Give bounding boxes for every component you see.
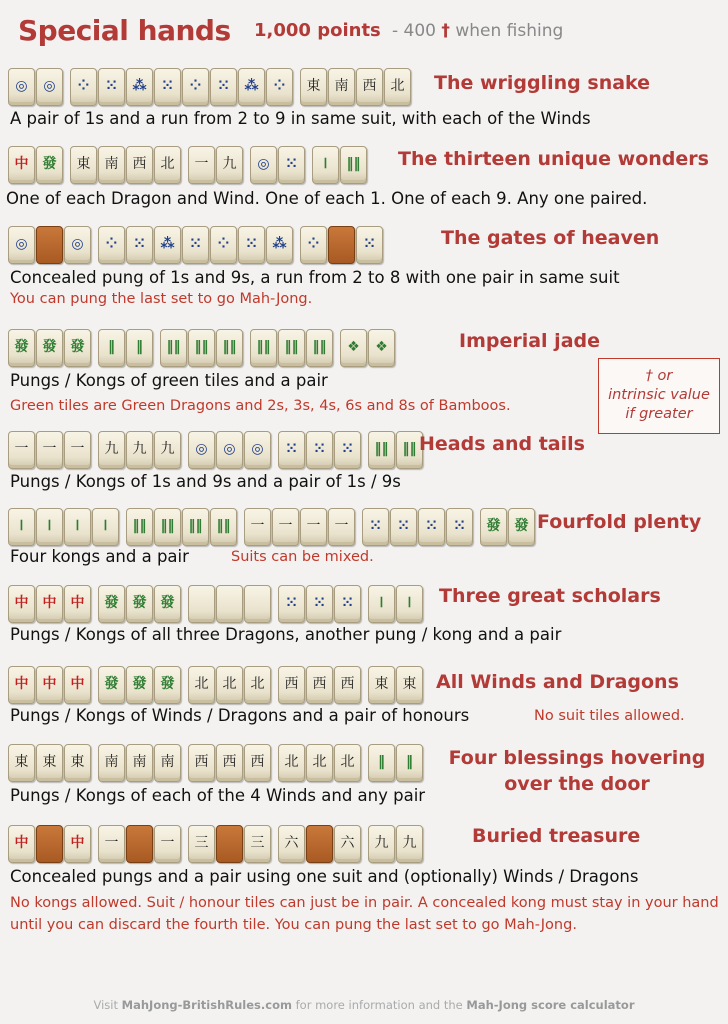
hand-gates-of-heaven bbox=[0, 226, 728, 316]
tile-group bbox=[300, 68, 412, 106]
mahjong-tile: 南 bbox=[154, 744, 181, 782]
mahjong-tile: ⁙ bbox=[356, 226, 383, 264]
mahjong-tile: ‖ bbox=[396, 744, 423, 782]
mahjong-tile: 西 bbox=[188, 744, 215, 782]
mahjong-tile: ⁙ bbox=[278, 585, 305, 623]
mahjong-tile: ‖‖ bbox=[126, 508, 153, 546]
hand-heads-and-tails bbox=[0, 431, 728, 497]
dagger-mark: † bbox=[441, 21, 450, 41]
tile-group bbox=[8, 329, 92, 367]
mahjong-tile: 西 bbox=[356, 68, 383, 106]
footer-visit: Visit bbox=[93, 998, 118, 1012]
hand-name: The gates of heaven bbox=[441, 227, 660, 249]
fishing-points: 400 bbox=[403, 21, 436, 41]
tile-group bbox=[188, 666, 272, 704]
mahjong-tile: ‖ bbox=[368, 744, 395, 782]
mahjong-tile: 東 bbox=[396, 666, 423, 704]
mahjong-tile: 九 bbox=[154, 431, 181, 469]
hand-name: Buried treasure bbox=[472, 825, 641, 847]
page-title: Special hands bbox=[18, 14, 231, 47]
face-down-tile bbox=[126, 825, 153, 863]
hand-description: One of each Dragon and Wind. One of each 1. One of each 9. Any one paired. bbox=[6, 189, 648, 208]
mahjong-tile: ⁙ bbox=[334, 431, 361, 469]
tile-group bbox=[70, 146, 182, 184]
mahjong-tile: 北 bbox=[244, 666, 271, 704]
tile-group bbox=[188, 744, 272, 782]
mahjong-tile: 西 bbox=[126, 146, 153, 184]
mahjong-tile: ⁙ bbox=[238, 226, 265, 264]
hand-description: Pungs / Kongs of 1s and 9s and a pair of 1s / 9s bbox=[10, 472, 401, 491]
tile-row bbox=[8, 666, 430, 706]
mahjong-tile: 中 bbox=[64, 585, 91, 623]
tile-row bbox=[8, 226, 390, 266]
mahjong-tile: ⁂ bbox=[266, 226, 293, 264]
mahjong-tile: ◎ bbox=[244, 431, 271, 469]
mahjong-tile: 北 bbox=[384, 68, 411, 106]
mahjong-tile: ‖ bbox=[98, 329, 125, 367]
hand-name: Four blessings hovering over the door bbox=[448, 747, 706, 795]
mahjong-tile bbox=[216, 585, 243, 623]
mahjong-tile: ‖‖ bbox=[250, 329, 277, 367]
mahjong-tile: 北 bbox=[278, 744, 305, 782]
mahjong-tile: 一 bbox=[8, 431, 35, 469]
hand-description: A pair of 1s and a run from 2 to 9 in same suit, with each of the Winds bbox=[10, 109, 591, 128]
points-value: 1,000 points bbox=[254, 20, 381, 41]
mahjong-tile: ‖‖ bbox=[216, 329, 243, 367]
mahjong-tile: 西 bbox=[244, 744, 271, 782]
mahjong-tile: ⁘ bbox=[210, 226, 237, 264]
mahjong-tile: 三 bbox=[188, 825, 215, 863]
mahjong-tile: ◎ bbox=[216, 431, 243, 469]
tile-group bbox=[250, 329, 334, 367]
mahjong-tile: ⁂ bbox=[238, 68, 265, 106]
mahjong-tile: ⁙ bbox=[306, 585, 333, 623]
mahjong-tile: 發 bbox=[154, 585, 181, 623]
page-header bbox=[18, 14, 231, 54]
hand-thirteen-unique-wonders bbox=[0, 146, 728, 216]
tile-group bbox=[188, 146, 244, 184]
tile-group bbox=[98, 825, 182, 863]
mahjong-tile: 中 bbox=[8, 146, 35, 184]
hand-note: You can pung the last set to go Mah-Jong. bbox=[10, 291, 313, 307]
mahjong-tile: 東 bbox=[368, 666, 395, 704]
mahjong-tile: 中 bbox=[8, 666, 35, 704]
mahjong-tile: 一 bbox=[36, 431, 63, 469]
tile-group bbox=[368, 666, 424, 704]
mahjong-tile: 𝍷 bbox=[368, 585, 395, 623]
tile-group bbox=[98, 431, 182, 469]
mahjong-tile: ⁘ bbox=[98, 226, 125, 264]
tile-row bbox=[8, 431, 430, 471]
mahjong-tile: 九 bbox=[126, 431, 153, 469]
sidebox-line-1: † or bbox=[645, 368, 673, 384]
mahjong-tile: 發 bbox=[154, 666, 181, 704]
tile-group bbox=[98, 329, 154, 367]
mahjong-tile: 發 bbox=[36, 146, 63, 184]
hand-name: Three great scholars bbox=[439, 585, 661, 607]
mahjong-tile: ⁂ bbox=[154, 226, 181, 264]
mahjong-tile: 一 bbox=[98, 825, 125, 863]
tile-group bbox=[188, 431, 272, 469]
tile-row bbox=[8, 585, 430, 625]
sidebox-line-2: intrinsic value bbox=[608, 387, 710, 403]
tile-group bbox=[8, 431, 92, 469]
tile-group bbox=[368, 585, 424, 623]
mahjong-tile: 發 bbox=[98, 666, 125, 704]
tile-group bbox=[368, 825, 424, 863]
tile-group bbox=[312, 146, 368, 184]
footer-site-link[interactable]: MahJong-BritishRules.com bbox=[121, 998, 292, 1012]
tile-group bbox=[278, 825, 362, 863]
footer bbox=[0, 998, 728, 1012]
mahjong-tile: 中 bbox=[64, 825, 91, 863]
tile-group bbox=[250, 146, 306, 184]
hand-description: Pungs / Kongs of all three Dragons, another pung / kong and a pair bbox=[10, 625, 562, 644]
mahjong-tile: 北 bbox=[188, 666, 215, 704]
mahjong-tile: 九 bbox=[396, 825, 423, 863]
mahjong-tile: ‖‖ bbox=[278, 329, 305, 367]
tile-group bbox=[98, 744, 182, 782]
mahjong-tile: 發 bbox=[64, 329, 91, 367]
mahjong-tile: 北 bbox=[306, 744, 333, 782]
mahjong-tile: 東 bbox=[36, 744, 63, 782]
mahjong-tile: ⁙ bbox=[154, 68, 181, 106]
mahjong-tile: 𝍷 bbox=[64, 508, 91, 546]
hand-description: Concealed pung of 1s and 9s, a run from 2 to 8 with one pair in same suit bbox=[10, 268, 620, 287]
mahjong-tile: ⁙ bbox=[306, 431, 333, 469]
mahjong-tile: 一 bbox=[328, 508, 355, 546]
tile-group bbox=[278, 585, 362, 623]
mahjong-tile: ⁙ bbox=[362, 508, 389, 546]
mahjong-tile: 中 bbox=[64, 666, 91, 704]
mahjong-tile: 南 bbox=[328, 68, 355, 106]
tile-group bbox=[8, 146, 64, 184]
mahjong-tile: ⁂ bbox=[126, 68, 153, 106]
mahjong-tile: ⁘ bbox=[300, 226, 327, 264]
tile-group bbox=[278, 744, 362, 782]
mahjong-tile: 西 bbox=[278, 666, 305, 704]
mahjong-tile: 三 bbox=[244, 825, 271, 863]
mahjong-tile: 六 bbox=[278, 825, 305, 863]
hand-fourfold-plenty bbox=[0, 508, 728, 574]
mahjong-tile: 西 bbox=[216, 744, 243, 782]
tile-group bbox=[8, 226, 92, 264]
mahjong-tile: 發 bbox=[508, 508, 535, 546]
hand-wriggling-snake bbox=[0, 68, 728, 138]
mahjong-tile: 北 bbox=[334, 744, 361, 782]
face-down-tile bbox=[328, 226, 355, 264]
tile-group bbox=[8, 68, 64, 106]
mahjong-tile: ‖‖ bbox=[182, 508, 209, 546]
mahjong-tile: 中 bbox=[36, 585, 63, 623]
face-down-tile bbox=[36, 825, 63, 863]
separator: - bbox=[392, 21, 399, 41]
mahjong-tile: ◎ bbox=[64, 226, 91, 264]
mahjong-tile bbox=[244, 585, 271, 623]
tile-group bbox=[278, 431, 362, 469]
footer-middle: for more information and the bbox=[295, 998, 463, 1012]
tile-group bbox=[126, 508, 238, 546]
mahjong-tile: 一 bbox=[272, 508, 299, 546]
hand-description: Pungs / Kongs of Winds / Dragons and a pair of honours bbox=[10, 706, 470, 725]
mahjong-tile: 九 bbox=[368, 825, 395, 863]
mahjong-tile: ⁘ bbox=[266, 68, 293, 106]
tile-group bbox=[8, 585, 92, 623]
mahjong-tile: ⁙ bbox=[390, 508, 417, 546]
mahjong-tile: 一 bbox=[244, 508, 271, 546]
mahjong-tile: ‖‖ bbox=[154, 508, 181, 546]
mahjong-tile: 東 bbox=[64, 744, 91, 782]
mahjong-tile: ‖‖ bbox=[210, 508, 237, 546]
tile-row bbox=[8, 744, 430, 784]
tile-group bbox=[70, 68, 294, 106]
mahjong-tile: 東 bbox=[70, 146, 97, 184]
hand-four-blessings bbox=[0, 744, 728, 814]
tile-group bbox=[244, 508, 356, 546]
footer-calculator-link[interactable]: Mah-Jong score calculator bbox=[466, 998, 635, 1012]
mahjong-tile: 南 bbox=[126, 744, 153, 782]
hand-name: All Winds and Dragons bbox=[436, 671, 679, 693]
mahjong-tile: ❖ bbox=[368, 329, 395, 367]
mahjong-tile: 𝍷 bbox=[396, 585, 423, 623]
mahjong-tile: 西 bbox=[334, 666, 361, 704]
hand-description: Four kongs and a pair bbox=[10, 547, 189, 566]
mahjong-tile: ⁙ bbox=[210, 68, 237, 106]
hand-note: No kongs allowed. Suit / honour tiles can just be in pair. A concealed kong must stay in your hand until you can discard the fourth tile. You can pung the last set to go Mah-Jong. bbox=[10, 895, 719, 933]
mahjong-tile: ◎ bbox=[250, 146, 277, 184]
tile-group bbox=[98, 666, 182, 704]
mahjong-tile: 西 bbox=[306, 666, 333, 704]
hand-note: No suit tiles allowed. bbox=[534, 708, 685, 724]
tile-group bbox=[340, 329, 396, 367]
hand-name: The wriggling snake bbox=[434, 72, 651, 94]
mahjong-tile: ⁙ bbox=[418, 508, 445, 546]
mahjong-tile: ◎ bbox=[36, 68, 63, 106]
tile-group bbox=[368, 431, 424, 469]
mahjong-tile: ‖‖ bbox=[160, 329, 187, 367]
mahjong-tile: 𝍷 bbox=[312, 146, 339, 184]
fishing-value bbox=[392, 21, 563, 41]
mahjong-tile: ‖‖ bbox=[188, 329, 215, 367]
mahjong-tile: 北 bbox=[154, 146, 181, 184]
mahjong-tile: ⁙ bbox=[278, 431, 305, 469]
tile-row bbox=[8, 329, 402, 369]
hand-all-winds-and-dragons bbox=[0, 666, 728, 732]
tile-group bbox=[368, 744, 424, 782]
tile-group bbox=[98, 226, 294, 264]
tile-row bbox=[8, 825, 430, 865]
tile-row bbox=[8, 68, 418, 108]
mahjong-tile: ◎ bbox=[8, 68, 35, 106]
mahjong-tile: 發 bbox=[36, 329, 63, 367]
mahjong-tile: 六 bbox=[334, 825, 361, 863]
mahjong-tile: 發 bbox=[126, 585, 153, 623]
hand-description: Pungs / Kongs of green tiles and a pair bbox=[10, 371, 328, 390]
mahjong-tile: 東 bbox=[300, 68, 327, 106]
tile-group bbox=[300, 226, 384, 264]
mahjong-tile: 南 bbox=[98, 146, 125, 184]
mahjong-tile: ⁙ bbox=[98, 68, 125, 106]
face-down-tile bbox=[36, 226, 63, 264]
hand-description: Pungs / Kongs of each of the 4 Winds and any pair bbox=[10, 786, 426, 805]
face-down-tile bbox=[306, 825, 333, 863]
mahjong-tile: 中 bbox=[36, 666, 63, 704]
hand-name: Heads and tails bbox=[419, 433, 585, 455]
mahjong-tile: ⁙ bbox=[334, 585, 361, 623]
tile-group bbox=[8, 825, 92, 863]
tile-group bbox=[278, 666, 362, 704]
mahjong-tile: 一 bbox=[64, 431, 91, 469]
mahjong-tile: ‖‖ bbox=[306, 329, 333, 367]
mahjong-tile: ⁙ bbox=[446, 508, 473, 546]
tile-group bbox=[160, 329, 244, 367]
mahjong-tile: ‖‖ bbox=[340, 146, 367, 184]
mahjong-tile: 發 bbox=[480, 508, 507, 546]
mahjong-tile: ⁘ bbox=[182, 68, 209, 106]
mahjong-tile: ⁙ bbox=[126, 226, 153, 264]
mahjong-tile: 九 bbox=[216, 146, 243, 184]
mahjong-tile: 北 bbox=[216, 666, 243, 704]
mahjong-tile: 𝍷 bbox=[8, 508, 35, 546]
mahjong-tile: ⁘ bbox=[70, 68, 97, 106]
tile-group bbox=[480, 508, 536, 546]
mahjong-tile: 發 bbox=[126, 666, 153, 704]
tile-group bbox=[98, 585, 182, 623]
hand-name: The thirteen unique wonders bbox=[398, 148, 709, 170]
mahjong-tile: 中 bbox=[8, 825, 35, 863]
hand-note: Suits can be mixed. bbox=[231, 549, 374, 565]
mahjong-tile: ◎ bbox=[8, 226, 35, 264]
sidebox-line-3: if greater bbox=[625, 406, 693, 422]
mahjong-tile: 發 bbox=[98, 585, 125, 623]
tile-group bbox=[188, 825, 272, 863]
hand-three-great-scholars bbox=[0, 585, 728, 651]
mahjong-tile: ‖‖ bbox=[396, 431, 423, 469]
mahjong-tile: 九 bbox=[98, 431, 125, 469]
hand-buried-treasure bbox=[0, 825, 728, 945]
mahjong-tile: 南 bbox=[98, 744, 125, 782]
mahjong-tile: ◎ bbox=[188, 431, 215, 469]
hand-name: Imperial jade bbox=[459, 330, 601, 352]
mahjong-tile: 發 bbox=[8, 329, 35, 367]
tile-group bbox=[362, 508, 474, 546]
mahjong-tile: ❖ bbox=[340, 329, 367, 367]
tile-group bbox=[8, 508, 120, 546]
hand-name: Fourfold plenty bbox=[537, 511, 702, 533]
mahjong-tile: ‖ bbox=[126, 329, 153, 367]
hand-description: Concealed pungs and a pair using one suit and (optionally) Winds / Dragons bbox=[10, 867, 639, 886]
mahjong-tile: 𝍷 bbox=[92, 508, 119, 546]
fishing-label: when fishing bbox=[455, 21, 564, 41]
mahjong-tile: 一 bbox=[154, 825, 181, 863]
mahjong-tile: ⁙ bbox=[278, 146, 305, 184]
mahjong-tile: 東 bbox=[8, 744, 35, 782]
mahjong-tile: ‖‖ bbox=[368, 431, 395, 469]
hand-imperial-jade bbox=[0, 329, 728, 419]
tile-group bbox=[8, 666, 92, 704]
mahjong-tile: ⁙ bbox=[182, 226, 209, 264]
tile-group bbox=[188, 585, 272, 623]
mahjong-tile bbox=[188, 585, 215, 623]
tile-group bbox=[8, 744, 92, 782]
mahjong-tile: 中 bbox=[8, 585, 35, 623]
hand-note: Green tiles are Green Dragons and 2s, 3s, 4s, 6s and 8s of Bamboos. bbox=[10, 398, 511, 414]
mahjong-tile: 一 bbox=[300, 508, 327, 546]
mahjong-tile: 一 bbox=[188, 146, 215, 184]
tile-row bbox=[8, 508, 542, 548]
tile-row bbox=[8, 146, 374, 186]
face-down-tile bbox=[216, 825, 243, 863]
mahjong-tile: 𝍷 bbox=[36, 508, 63, 546]
